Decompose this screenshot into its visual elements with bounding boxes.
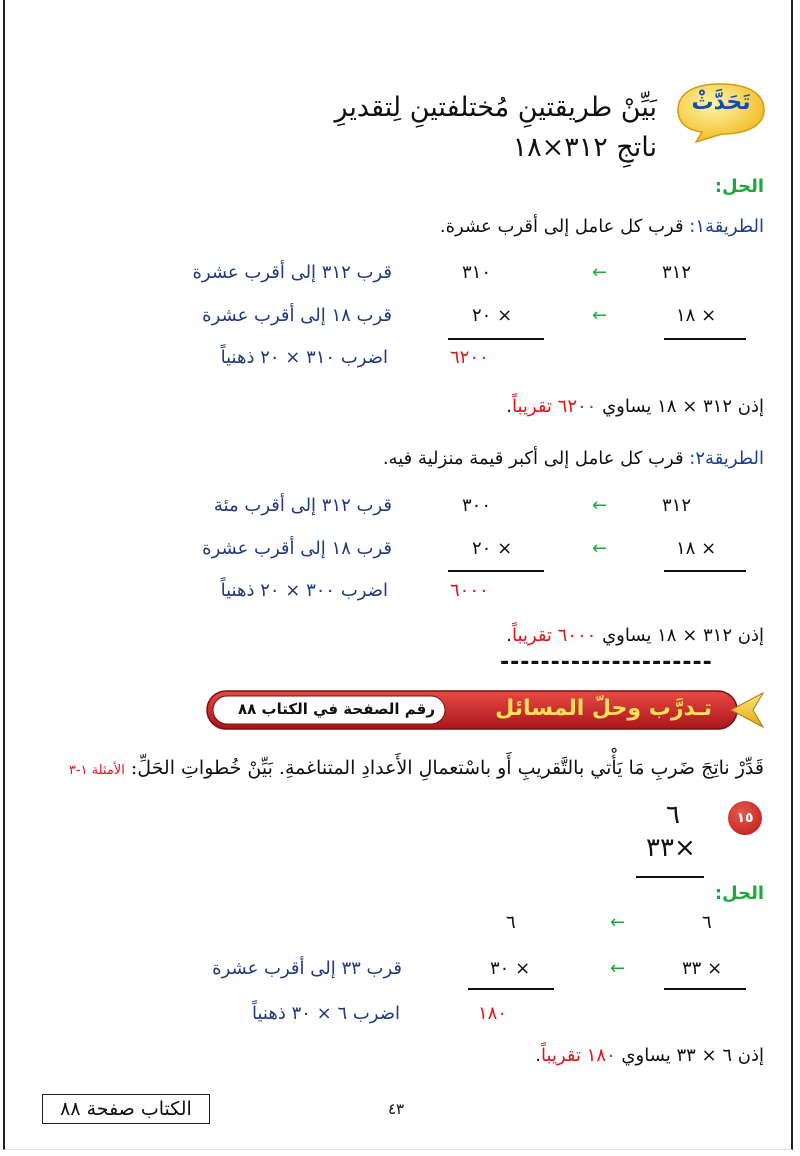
s2-line-right — [664, 988, 746, 990]
problem-top: ٦ — [666, 800, 680, 830]
s2-concl-b: ١٨٠ تقريباً — [540, 1045, 616, 1066]
solution-label-1: الحل: — [714, 176, 764, 197]
m1-concl-b: ٦٢٠٠ تقريباً — [511, 396, 597, 417]
method2-line — [383, 448, 764, 469]
m2-conclusion — [506, 625, 764, 646]
m2-line-left — [448, 570, 544, 572]
m1-r2-from: ١٨ × — [676, 305, 717, 326]
m1-r2-note: قرب ١٨ إلى أقرب عشرة — [202, 305, 392, 326]
problem-number-badge: ١٥ — [728, 801, 762, 835]
m1-arrow-1: ← — [592, 262, 608, 283]
m2-concl-a: إذن ٣١٢ × ١٨ يساوي — [602, 625, 764, 646]
m2-r1-to: ٣٠٠ — [462, 495, 492, 516]
m1-line-right — [664, 338, 746, 340]
s2-r2-from: ٣٣ × — [682, 958, 723, 979]
m2-arrow-2: ← — [592, 538, 608, 559]
m2-r1-note: قرب ٣١٢ إلى أقرب مئة — [213, 495, 392, 516]
s2-result: ١٨٠ — [478, 1003, 508, 1024]
talk-prompt-line2: ناتجِ ٣١٢×١٨ — [512, 132, 657, 163]
m2-line-right — [664, 570, 746, 572]
m2-r2-note: قرب ١٨ إلى أقرب عشرة — [202, 538, 392, 559]
m2-concl-period: . — [506, 625, 512, 646]
s2-r2-to: ٣٠ × — [490, 958, 531, 979]
solution-label-2: الحل: — [714, 883, 764, 904]
m1-concl-period: . — [506, 396, 512, 417]
s2-r1-to: ٦ — [506, 912, 516, 933]
s2-r2-note: قرب ٣٣ إلى أقرب عشرة — [212, 958, 402, 979]
m2-concl-b: ٦٠٠٠ تقريباً — [511, 625, 597, 646]
method2-desc: قرب كل عامل إلى أكبر قيمة منزلية فيه. — [382, 448, 684, 469]
m1-r2-to: ٢٠ × — [472, 305, 513, 326]
m2-r2-to: ٢٠ × — [472, 538, 513, 559]
banner-page-ref: رقم الصفحة في الكتاب ٨٨ — [237, 700, 435, 718]
book-ref-box: الكتاب صفحة ٨٨ — [42, 1094, 210, 1124]
m1-arrow-2: ← — [592, 305, 608, 326]
method1-label: الطريقة١: — [689, 216, 764, 237]
m2-result: ٦٠٠٠ — [450, 580, 489, 601]
banner-title: تـدرَّب وحلّ المسائل — [495, 696, 712, 721]
s2-arrow-1: ← — [610, 912, 626, 933]
m1-concl-a: إذن ٣١٢ × ١٨ يساوي — [602, 396, 764, 417]
examples-ref: الأمثلة ١-٣ — [68, 763, 125, 778]
talk-prompt-line1: بَيِّنْ طريقتينِ مُختلفتينِ لِتقديرِ — [334, 92, 657, 123]
problem-line — [636, 876, 704, 878]
method1-desc: قرب كل عامل إلى أقرب عشرة. — [439, 216, 684, 237]
s2-arrow-2: ← — [610, 958, 626, 979]
m1-r1-to: ٣١٠ — [462, 262, 492, 283]
talk-bubble-label: تَحَدَّثْ — [691, 90, 751, 115]
s2-r1-from: ٦ — [702, 912, 712, 933]
m1-result-note: اضرب ٣١٠ × ٢٠ ذهنياً — [220, 347, 388, 368]
m2-result-note: اضرب ٣٠٠ × ٢٠ ذهنياً — [220, 580, 388, 601]
s2-concl-period: . — [535, 1045, 541, 1066]
m1-r1-note: قرب ٣١٢ إلى أقرب عشرة — [192, 262, 392, 283]
s2-concl-a: إذن ٦ × ٣٣ يساوي — [621, 1045, 764, 1066]
s2-result-note: اضرب ٦ × ٣٠ ذهنياً — [251, 1003, 400, 1024]
dashed-separator: --------------------- — [500, 650, 713, 675]
method1-line — [440, 216, 764, 237]
s2-conclusion — [535, 1045, 764, 1066]
m1-result: ٦٢٠٠ — [450, 347, 489, 368]
instruction-text: قَدِّرْ ناتِجَ ضَربِ مَا يَأْتي بالتَّقريبِ أَو باسْتعمالِ الأَعدادِ المتناغمةِ. بَيِّنْ خُطواتِ الحَلِّ: — [130, 757, 764, 779]
m2-r2-from: ١٨ × — [676, 538, 717, 559]
m1-line-left — [448, 338, 544, 340]
m2-r1-from: ٣١٢ — [662, 495, 692, 516]
instruction-line — [69, 757, 764, 779]
m2-arrow-1: ← — [592, 495, 608, 516]
problem-bottom: ٣٣× — [646, 833, 696, 863]
s2-line-left — [468, 988, 554, 990]
method2-label: الطريقة٢: — [689, 448, 764, 469]
m1-conclusion — [506, 396, 764, 417]
page-number: ٤٣ — [388, 1100, 405, 1118]
m1-r1-from: ٣١٢ — [662, 262, 692, 283]
